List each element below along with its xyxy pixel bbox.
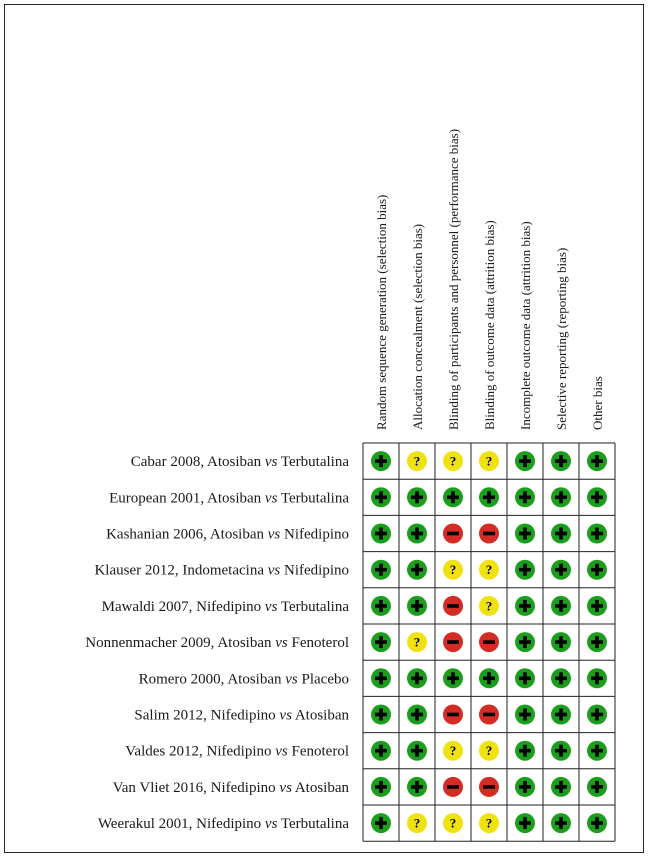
plus-bar-vertical [379,781,383,793]
question-mark: ? [485,743,493,759]
study-label [139,671,349,687]
plus-bar-vertical [379,745,383,757]
plus-bar-vertical [595,636,599,648]
study-label-part: Fenoterol [287,743,349,760]
plus-bar-vertical [379,709,383,721]
study-label-part: Nifedipino [280,562,349,579]
study-label-vs: vs [275,743,288,760]
question-mark: ? [485,453,493,469]
plus-circle-icon [551,560,571,580]
question-mark: ? [449,562,457,578]
plus-circle-icon [551,451,571,471]
minus-bar [447,604,459,608]
plus-bar-vertical [523,600,527,612]
plus-circle-icon [515,705,535,725]
rating-grid [363,443,615,841]
plus-bar-vertical [487,672,491,684]
study-label-part: Fenoterol [287,635,349,652]
plus-bar-vertical [415,709,419,721]
plus-bar-vertical [415,672,419,684]
minus-circle-icon [443,596,463,616]
column-header: Allocation concealment (selection bias) [410,223,425,430]
plus-circle-icon [407,524,427,544]
plus-bar-vertical [523,636,527,648]
plus-circle-icon [515,487,535,507]
plus-circle-icon [551,596,571,616]
plus-circle-icon [551,668,571,688]
column-header: Selective reporting (reporting bias) [554,247,569,430]
plus-bar-vertical [595,817,599,829]
plus-circle-icon [407,777,427,797]
question-circle-icon [407,451,427,471]
study-label-part: Terbutalina [277,816,349,833]
plus-circle-icon [515,813,535,833]
minus-bar [447,713,459,717]
plus-bar-vertical [379,455,383,467]
plus-bar-vertical [595,455,599,467]
study-label-vs: vs [267,562,281,579]
plus-bar-vertical [559,600,563,612]
column-header: Other bias [590,376,605,430]
plus-bar-vertical [523,528,527,540]
study-label-part: Valdes 2012, Nifedipino [125,743,276,760]
plus-circle-icon [371,813,391,833]
question-mark: ? [449,743,457,759]
minus-bar [483,532,495,536]
plus-circle-icon [371,487,391,507]
study-label-part: Nifedipino [280,526,349,543]
plus-bar-vertical [523,491,527,503]
plus-bar-vertical [523,672,527,684]
column-header: Random sequence generation (selection bias) [374,194,389,430]
plus-circle-icon [587,487,607,507]
plus-bar-vertical [379,817,383,829]
plus-bar-vertical [415,491,419,503]
plus-circle-icon [551,813,571,833]
plus-circle-icon [587,451,607,471]
plus-circle-icon [371,668,391,688]
plus-circle-icon [443,487,463,507]
minus-circle-icon [443,632,463,652]
plus-bar-vertical [523,817,527,829]
plus-bar-vertical [451,491,455,503]
plus-bar-vertical [379,600,383,612]
plus-circle-icon [515,741,535,761]
plus-circle-icon [515,668,535,688]
plus-circle-icon [479,487,499,507]
minus-circle-icon [443,705,463,725]
question-mark: ? [485,562,493,578]
plus-circle-icon [407,560,427,580]
study-label-vs: vs [285,671,298,688]
question-mark: ? [449,815,457,831]
plus-circle-icon [551,524,571,544]
plus-circle-icon [515,560,535,580]
plus-bar-vertical [595,745,599,757]
study-label-part: Van Vliet 2016, Nifedipino [112,779,280,796]
plus-bar-vertical [451,672,455,684]
plus-circle-icon [407,668,427,688]
study-label-part: Cabar 2008, Atosiban [130,454,265,471]
plus-bar-vertical [559,745,563,757]
plus-bar-vertical [559,672,563,684]
minus-bar [447,532,459,536]
plus-circle-icon [587,741,607,761]
plus-circle-icon [371,705,391,725]
question-mark: ? [485,815,493,831]
plus-bar-vertical [415,564,419,576]
study-label-part: Klauser 2012, Indometacina [94,562,268,579]
minus-circle-icon [443,777,463,797]
plus-bar-vertical [379,636,383,648]
plus-bar-vertical [559,491,563,503]
column-header: Blinding of outcome data (attrition bias) [482,220,497,430]
question-mark: ? [413,815,421,831]
plus-circle-icon [371,560,391,580]
plus-circle-icon [407,705,427,725]
plus-bar-vertical [415,745,419,757]
question-mark: ? [413,634,421,650]
study-label-part: Weerakul 2001, Nifedipino [97,816,265,833]
plus-bar-vertical [595,564,599,576]
plus-circle-icon [407,596,427,616]
plus-bar-vertical [379,564,383,576]
minus-bar [483,713,495,717]
study-label-part: Mawaldi 2007, Nifedipino [101,598,265,615]
question-mark: ? [413,453,421,469]
minus-circle-icon [479,705,499,725]
study-label-vs: vs [279,707,292,724]
study-label-vs: vs [264,816,278,833]
study-labels [85,454,349,832]
plus-circle-icon [551,741,571,761]
plus-circle-icon [587,813,607,833]
minus-circle-icon [479,524,499,544]
minus-bar [483,640,495,644]
plus-circle-icon [407,487,427,507]
plus-circle-icon [551,632,571,652]
plus-bar-vertical [559,636,563,648]
study-label [125,744,349,760]
plus-circle-icon [371,741,391,761]
plus-bar-vertical [559,709,563,721]
study-label-vs: vs [264,454,278,471]
plus-circle-icon [371,451,391,471]
plus-bar-vertical [523,781,527,793]
plus-bar-vertical [415,528,419,540]
study-label [113,780,350,796]
plus-bar-vertical [487,491,491,503]
plus-circle-icon [587,705,607,725]
plus-circle-icon [587,777,607,797]
column-header: Incomplete outcome data (attrition bias) [518,221,533,430]
study-label [85,635,349,651]
plus-circle-icon [371,596,391,616]
plus-bar-vertical [595,528,599,540]
plus-circle-icon [515,632,535,652]
plus-circle-icon [587,560,607,580]
minus-circle-icon [479,632,499,652]
study-label-part: Terbutalina [277,490,349,507]
plus-bar-vertical [595,600,599,612]
question-mark: ? [485,598,493,614]
question-circle-icon [443,813,463,833]
plus-circle-icon [407,741,427,761]
plus-circle-icon [479,668,499,688]
minus-bar [447,785,459,789]
plus-bar-vertical [595,781,599,793]
study-label-vs: vs [264,490,278,507]
plus-circle-icon [551,777,571,797]
plus-bar-vertical [523,709,527,721]
study-label-part: Kashanian 2006, Atosiban [106,526,268,543]
plus-circle-icon [515,524,535,544]
study-label-part: Atosiban [291,707,349,724]
question-circle-icon [443,741,463,761]
plus-circle-icon [515,777,535,797]
study-label-vs: vs [267,526,281,543]
plus-bar-vertical [595,672,599,684]
question-circle-icon [443,560,463,580]
study-label-part: Salim 2012, Nifedipino [134,707,280,724]
plus-bar-vertical [523,745,527,757]
study-label [134,708,349,724]
minus-circle-icon [443,524,463,544]
question-circle-icon [479,560,499,580]
plus-bar-vertical [415,600,419,612]
study-label [94,563,349,579]
study-label [106,527,349,543]
plus-circle-icon [551,487,571,507]
minus-circle-icon [479,777,499,797]
question-circle-icon [407,813,427,833]
question-circle-icon [407,632,427,652]
study-label-part: European 2001, Atosiban [109,490,265,507]
plus-circle-icon [587,596,607,616]
question-mark: ? [449,453,457,469]
question-circle-icon [479,596,499,616]
study-label [131,454,350,470]
study-label [102,599,350,615]
question-circle-icon [479,451,499,471]
plus-circle-icon [371,777,391,797]
plus-circle-icon [587,524,607,544]
plus-bar-vertical [559,528,563,540]
study-label [98,816,350,832]
study-label-part: Atosiban [291,779,349,796]
plus-bar-vertical [523,455,527,467]
plus-circle-icon [371,524,391,544]
study-label-vs: vs [279,779,292,796]
study-label-part: Placebo [297,671,349,688]
study-label-part: Terbutalina [277,598,349,615]
plus-circle-icon [443,668,463,688]
plus-bar-vertical [415,781,419,793]
study-label-vs: vs [275,635,288,652]
plus-bar-vertical [595,709,599,721]
plus-circle-icon [551,705,571,725]
plus-bar-vertical [595,491,599,503]
column-header: Blinding of participants and personnel (performance bias) [446,128,461,430]
plus-circle-icon [515,596,535,616]
question-circle-icon [443,451,463,471]
study-label-part: Terbutalina [277,454,349,471]
plus-bar-vertical [523,564,527,576]
column-headers [374,129,605,430]
study-label-vs: vs [264,598,278,615]
minus-bar [483,785,495,789]
question-circle-icon [479,741,499,761]
study-label-part: Romero 2000, Atosiban [138,671,286,688]
study-label [109,490,349,506]
plus-bar-vertical [379,672,383,684]
plus-circle-icon [371,632,391,652]
question-circle-icon [479,813,499,833]
plus-circle-icon [587,668,607,688]
plus-bar-vertical [379,491,383,503]
plus-bar-vertical [559,564,563,576]
plus-bar-vertical [379,528,383,540]
plus-circle-icon [587,632,607,652]
plus-bar-vertical [559,455,563,467]
plus-bar-vertical [559,781,563,793]
plus-circle-icon [515,451,535,471]
plus-bar-vertical [559,817,563,829]
study-label-part: Nonnenmacher 2009, Atosiban [85,635,276,652]
minus-bar [447,640,459,644]
